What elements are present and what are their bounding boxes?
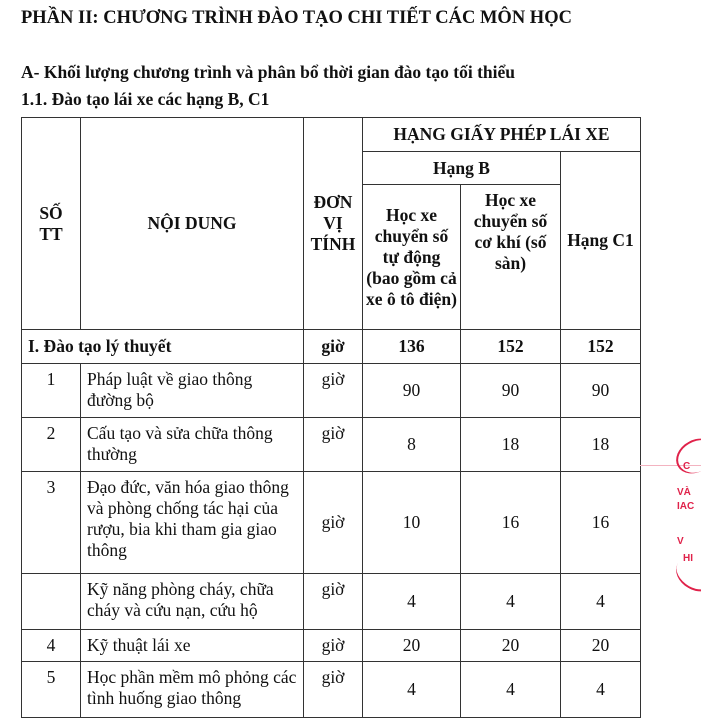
- stamp-text: IAC: [677, 501, 695, 512]
- header-content: NỘI DUNG: [81, 118, 304, 330]
- header-unit: ĐƠN VỊ TÍNH: [304, 118, 363, 330]
- header-c1: Hạng C1: [561, 152, 641, 330]
- content: Pháp luật về giao thông đường bộ: [81, 364, 304, 418]
- content: Cấu tạo và sửa chữa thông thường: [81, 418, 304, 472]
- stt: 2: [22, 418, 81, 472]
- content: Kỹ thuật lái xe: [81, 630, 304, 662]
- table-row: [22, 364, 641, 418]
- unit: giờ: [304, 330, 363, 364]
- auto-hours: 20: [363, 630, 461, 662]
- stamp-text: HI: [683, 553, 693, 564]
- table-row: [22, 662, 641, 718]
- c1-hours: 152: [561, 330, 641, 364]
- table-row: [22, 630, 641, 662]
- stamp-text: VÀ: [677, 487, 691, 498]
- section-label: I. Đào tạo lý thuyết: [22, 330, 304, 364]
- auto-hours: 10: [363, 472, 461, 574]
- training-hours-table: [21, 117, 641, 718]
- part-title: PHẦN II: CHƯƠNG TRÌNH ĐÀO TẠO CHI TIẾT CÁC MÔN HỌC: [21, 8, 572, 28]
- stt: [22, 574, 81, 630]
- stt: 3: [22, 472, 81, 574]
- c1-hours: 18: [561, 418, 641, 472]
- stt: 1: [22, 364, 81, 418]
- auto-hours: 4: [363, 574, 461, 630]
- unit: giờ: [304, 472, 363, 574]
- manual-hours: 4: [461, 574, 561, 630]
- stamp-text: C: [683, 461, 691, 472]
- auto-hours: 136: [363, 330, 461, 364]
- section-1-1-heading: 1.1. Đào tạo lái xe các hạng B, C1: [21, 89, 270, 109]
- stt: 4: [22, 630, 81, 662]
- manual-hours: 20: [461, 630, 561, 662]
- unit: giờ: [304, 574, 363, 630]
- table-row: [22, 472, 641, 574]
- header-class-b: Hạng B: [363, 152, 561, 185]
- c1-hours: 4: [561, 574, 641, 630]
- content: Học phần mềm mô phỏng các tình huống giao thông: [81, 662, 304, 718]
- c1-hours: 4: [561, 662, 641, 718]
- manual-hours: 4: [461, 662, 561, 718]
- unit: giờ: [304, 418, 363, 472]
- auto-hours: 8: [363, 418, 461, 472]
- table-row: [22, 574, 641, 630]
- manual-hours: 18: [461, 418, 561, 472]
- table-row: [22, 418, 641, 472]
- content: Đạo đức, văn hóa giao thông và phòng chống tác hại của rượu, bia khi tham gia giao thông: [81, 472, 304, 574]
- manual-hours: 16: [461, 472, 561, 574]
- auto-hours: 90: [363, 364, 461, 418]
- unit: giờ: [304, 364, 363, 418]
- red-seal-stamp: [675, 440, 701, 580]
- c1-hours: 16: [561, 472, 641, 574]
- c1-hours: 90: [561, 364, 641, 418]
- header-auto: Học xe chuyển số tự động (bao gồm cả xe ô tô điện): [363, 185, 461, 330]
- c1-hours: 20: [561, 630, 641, 662]
- header-license-group: HẠNG GIẤY PHÉP LÁI XE: [363, 118, 641, 152]
- header-stt: SỐ TT: [22, 118, 81, 330]
- section-row: [22, 330, 641, 364]
- manual-hours: 90: [461, 364, 561, 418]
- section-a-heading: A- Khối lượng chương trình và phân bổ thời gian đào tạo tối thiểu: [21, 62, 515, 82]
- stt: 5: [22, 662, 81, 718]
- stamp-text: V: [677, 536, 684, 547]
- auto-hours: 4: [363, 662, 461, 718]
- unit: giờ: [304, 662, 363, 718]
- content: Kỹ năng phòng cháy, chữa cháy và cứu nạn, cứu hộ: [81, 574, 304, 630]
- unit: giờ: [304, 630, 363, 662]
- header-manual: Học xe chuyển số cơ khí (số sàn): [461, 185, 561, 330]
- manual-hours: 152: [461, 330, 561, 364]
